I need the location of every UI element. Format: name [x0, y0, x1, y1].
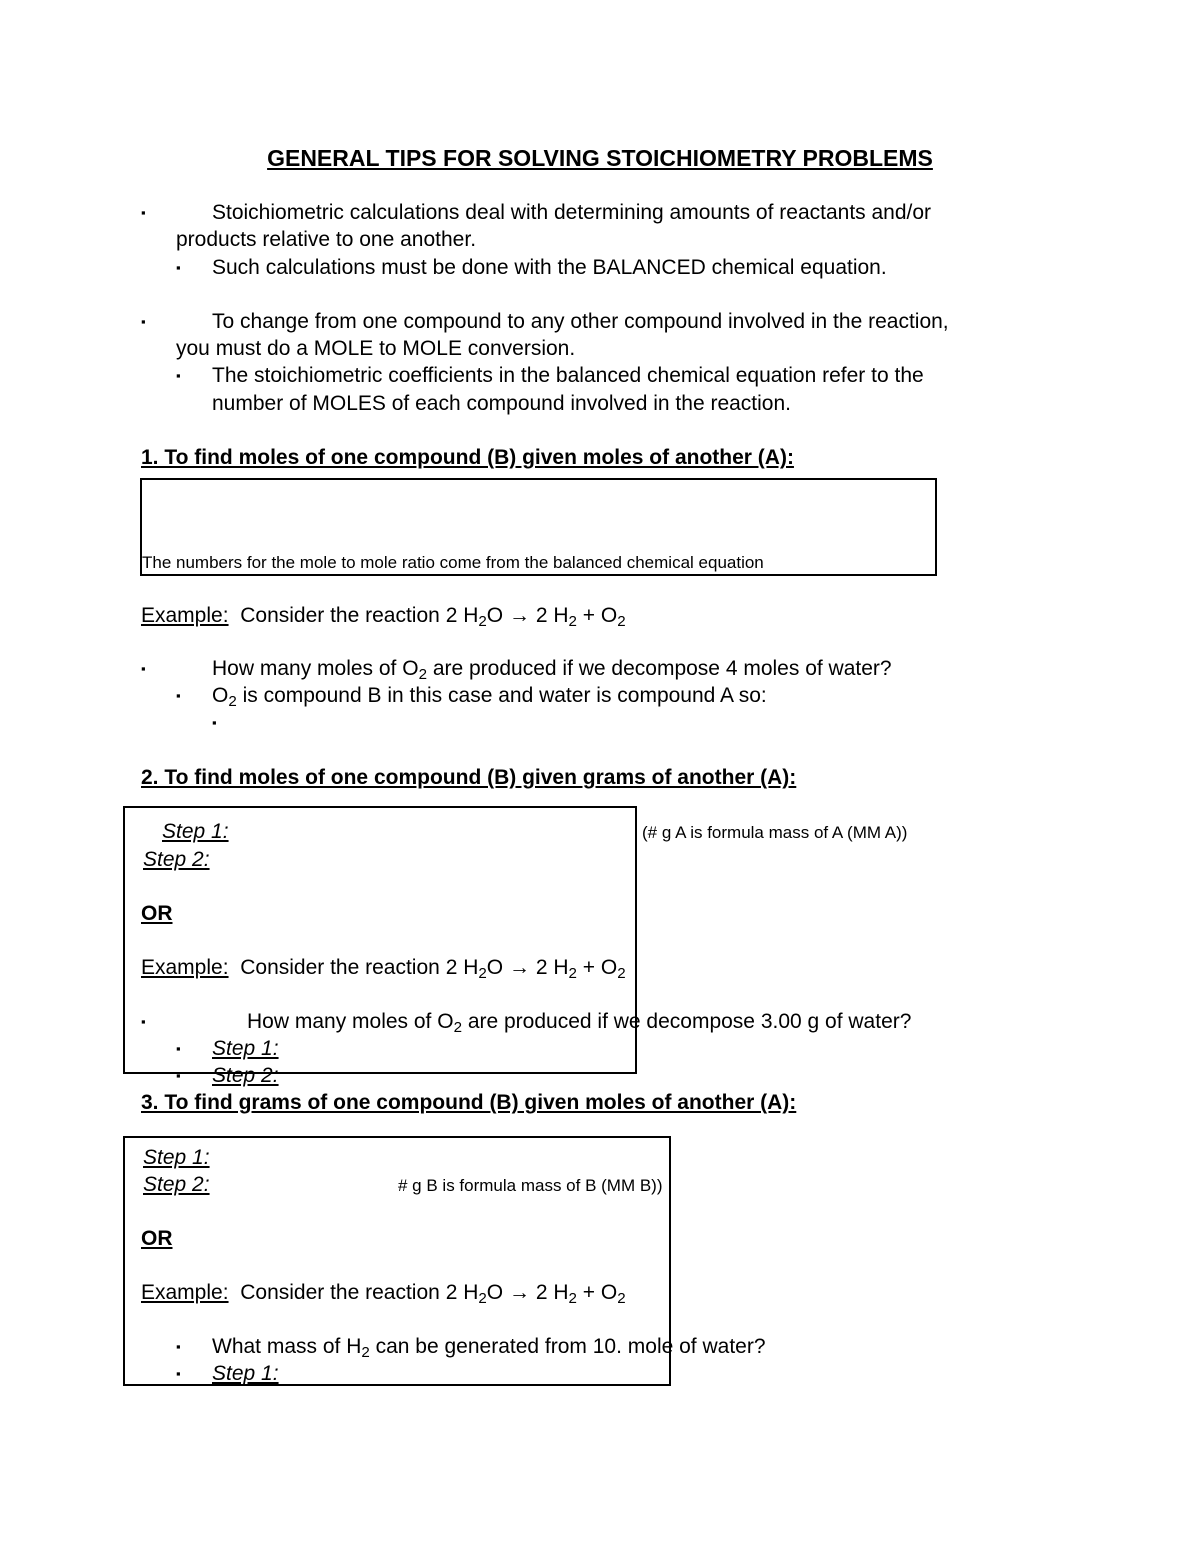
section2-heading: 2. To find moles of one compound (B) given grams of another (A): [141, 766, 797, 789]
section1-answer-intro: $O_2$ is compound B in this case and water is compound A so: [212, 684, 767, 710]
section2-example-step1: Step 1: [212, 1037, 279, 1060]
section2-step1-note: (# g A is formula mass of A (MM A)) [642, 823, 908, 842]
section1-box-note: The numbers for the mole to mole ratio come from the balanced chemical equation [142, 553, 764, 572]
reaction-equation: 2 $H_2O \to 2$ $H_2 + O_2$ [445, 604, 626, 630]
example-label: Example: [141, 1281, 229, 1304]
tip2-subpoint-line1: The stoichiometric coefficients in the balanced chemical equation refer to the [212, 364, 924, 387]
bullet-marker: ▪ [141, 661, 146, 676]
consider-text: Consider the reaction [240, 604, 440, 627]
tip1-line2: products relative to one another. [176, 228, 477, 251]
section2-or-label: OR [141, 902, 173, 925]
section3-example-line [141, 1280, 626, 1306]
tip2-line1: To change from one compound to any other compound involved in the reaction, [212, 310, 949, 333]
tip2-line2: you must do a MOLE to MOLE conversion. [176, 337, 576, 360]
section3-step1-label: Step 1: [143, 1146, 210, 1169]
bullet-marker: ▪ [141, 1014, 146, 1029]
bullet-marker: ▪ [141, 314, 146, 329]
section3-or-label: OR [141, 1227, 173, 1250]
section2-question: How many moles of $O_2$ are produced if we decompose 3.00 g of water? [247, 1010, 912, 1036]
bullet-marker: ▪ [176, 1041, 181, 1056]
section1-question: How many moles of $O_2$ are produced if we decompose 4 moles of water? [212, 657, 892, 683]
bullet-marker: ▪ [176, 1366, 181, 1381]
bullet-marker: ▪ [212, 715, 217, 730]
section1-heading: 1. To find moles of one compound (B) given moles of another (A): [141, 446, 794, 469]
example-label: Example: [141, 604, 229, 627]
section2-example-line [141, 955, 626, 981]
tip1-subpoint: Such calculations must be done with the BALANCED chemical equation. [212, 256, 887, 279]
bullet-marker: ▪ [176, 1339, 181, 1354]
section2-example-step2: Step 2: [212, 1064, 279, 1087]
page-title: GENERAL TIPS FOR SOLVING STOICHIOMETRY PROBLEMS [267, 145, 933, 171]
bullet-marker: ▪ [141, 205, 146, 220]
tip2-subpoint-line2: number of MOLES of each compound involved in the reaction. [212, 392, 791, 415]
section3-step2-note: # g B is formula mass of B (MM B)) [398, 1176, 663, 1195]
consider-text: Consider the reaction [240, 956, 440, 979]
section3-step2-label: Step 2: [143, 1173, 210, 1196]
section3-heading: 3. To find grams of one compound (B) given moles of another (A): [141, 1091, 797, 1114]
arrow-icon: → [508, 604, 530, 627]
bullet-marker: ▪ [176, 368, 181, 383]
reaction-equation: 2 $H_2O \to 2$ $H_2 + O_2$ [445, 1281, 626, 1307]
reaction-equation: 2 $H_2O \to 2$ $H_2 + O_2$ [445, 956, 626, 982]
bullet-marker: ▪ [176, 688, 181, 703]
section2-step1-label: Step 1: [162, 820, 229, 843]
example-label: Example: [141, 956, 229, 979]
section3-example-step1: Step 1: [212, 1362, 279, 1385]
bullet-marker: ▪ [176, 1068, 181, 1083]
section2-step2-label: Step 2: [143, 848, 210, 871]
bullet-marker: ▪ [176, 260, 181, 275]
tip1-line1: Stoichiometric calculations deal with determining amounts of reactants and/or [212, 201, 932, 224]
consider-text: Consider the reaction [240, 1281, 440, 1304]
arrow-icon: → [508, 956, 530, 979]
section1-example-line [141, 603, 626, 629]
section3-question: What mass of $H_2$ can be generated from 10. mole of water? [212, 1335, 766, 1361]
arrow-icon: → [508, 1281, 530, 1304]
